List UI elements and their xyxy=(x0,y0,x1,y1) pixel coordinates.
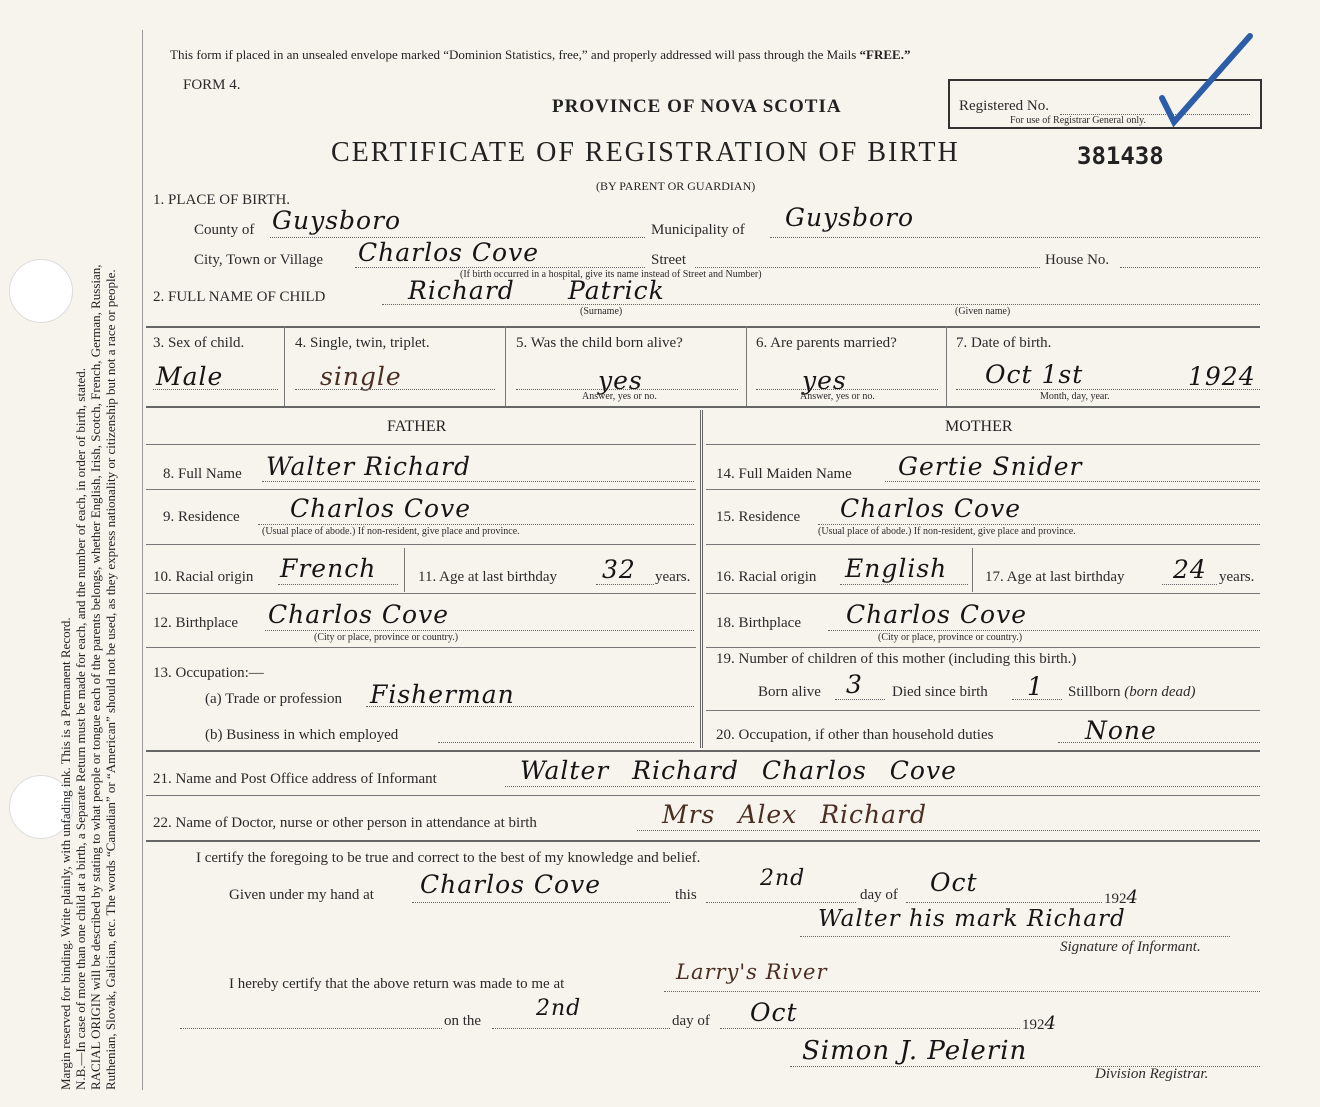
father-residence-value: Charlos Cove xyxy=(290,494,472,523)
given-day-value: 2nd xyxy=(760,866,806,891)
attendant-label: 22. Name of Doctor, nurse or other person in attendance at birth xyxy=(153,815,537,831)
parents-divider xyxy=(700,410,703,748)
city-label: City, Town or Village xyxy=(194,252,324,268)
dob-year-value: 1924 xyxy=(1188,362,1256,391)
form-number: FORM 4. xyxy=(183,77,241,93)
margin-note-multiple-births: N.B.—In case of more than one child at a birth, a Separate Return must be made for each, and the number of each, in order of birth, stated. xyxy=(73,368,88,1090)
father-years-label: years. xyxy=(655,569,691,585)
father-residence-line xyxy=(258,524,694,525)
hospital-note: (If birth occurred in a hospital, give its name instead of Street and Number) xyxy=(460,269,762,280)
father-rule-4 xyxy=(146,647,696,648)
child-given-name-value: Patrick xyxy=(568,276,665,305)
day-of-label: day of xyxy=(860,887,898,903)
father-racial-value: French xyxy=(280,554,377,583)
born-alive-note: Answer, yes or no. xyxy=(582,391,657,402)
certificate-subtitle: (BY PARENT OR GUARDIAN) xyxy=(596,179,756,193)
section-line-2 xyxy=(146,406,1260,408)
county-label: County of xyxy=(194,222,255,238)
margin-note-racial-origin: RACIAL ORIGIN will be described by stating to what people or tongue each of the parents belongs, whether English, Irish, Scotch, French, German, Russian, xyxy=(88,264,103,1090)
street-line xyxy=(695,267,1040,268)
father-name-label: 8. Full Name xyxy=(163,466,242,482)
mother-rule-1 xyxy=(706,489,1260,490)
given-name-caption: (Given name) xyxy=(955,306,1011,317)
sex-line xyxy=(153,389,278,390)
mother-racial-value: English xyxy=(845,554,948,583)
father-name-value: Walter Richard xyxy=(266,452,471,481)
father-rule-3 xyxy=(146,593,696,594)
mail-free-text: “FREE.” xyxy=(859,47,911,62)
mother-name-value: Gertie Snider xyxy=(898,452,1083,481)
mail-notice xyxy=(170,47,910,63)
return-day-of-label: day of xyxy=(672,1013,710,1029)
father-birthplace-value: Charlos Cove xyxy=(268,600,450,629)
mother-rule-3 xyxy=(706,593,1260,594)
given-year-label xyxy=(1104,887,1139,908)
informant-label: 21. Name and Post Office address of Informant xyxy=(153,771,437,787)
given-year-prefix: 192 xyxy=(1104,891,1127,907)
mother-racial-divider xyxy=(972,548,973,592)
street-label: Street xyxy=(651,252,686,268)
father-racial-line xyxy=(278,584,398,585)
registrar-use-note: For use of Registrar General only. xyxy=(1010,115,1146,126)
municipality-label: Municipality of xyxy=(651,222,745,238)
father-rule-2 xyxy=(146,544,696,545)
binding-margin-line xyxy=(142,30,143,1090)
born-alive-count-value: 3 xyxy=(846,670,863,699)
mother-heading: MOTHER xyxy=(945,418,1013,435)
married-label: 6. Are parents married? xyxy=(756,335,897,351)
given-year-digit: 4 xyxy=(1126,887,1139,908)
born-alive-value: yes xyxy=(598,366,643,395)
house-no-label: House No. xyxy=(1045,252,1110,268)
plurality-line xyxy=(295,389,495,390)
return-year-label xyxy=(1022,1013,1057,1034)
mother-place-note: (City or place, province or country.) xyxy=(878,632,1023,643)
mother-residence-label: 15. Residence xyxy=(716,509,801,525)
dob-line xyxy=(956,389,1260,390)
county-value: Guysboro xyxy=(272,206,402,235)
registrar-signature-value: Simon J. Pelerin xyxy=(802,1036,1028,1066)
section-line-3 xyxy=(146,750,1260,752)
married-note: Answer, yes or no. xyxy=(800,391,875,402)
mail-notice-text: This form if placed in an unsealed envelope marked “Dominion Statistics, free,” and properly addressed will pass through the Mails xyxy=(170,47,857,62)
check-mark-icon xyxy=(1150,30,1260,130)
margin-notes xyxy=(58,264,118,1090)
father-birthplace-label: 12. Birthplace xyxy=(153,615,238,631)
father-age-label: 11. Age at last birthday xyxy=(418,569,557,585)
registered-no-label: Registered No. xyxy=(959,98,1049,114)
attendant-value: Mrs Alex Richard xyxy=(662,800,927,829)
city-value: Charlos Cove xyxy=(358,238,540,267)
section-line-4 xyxy=(146,795,1260,796)
place-of-birth-label: 1. PLACE OF BIRTH. xyxy=(153,192,291,208)
father-heading: FATHER xyxy=(387,418,447,435)
given-day-line xyxy=(706,902,856,903)
province-heading: PROVINCE OF NOVA SCOTIA xyxy=(552,96,842,117)
mother-birthplace-value: Charlos Cove xyxy=(846,600,1028,629)
dob-month-day-value: Oct 1st xyxy=(985,360,1084,389)
municipality-line xyxy=(770,237,1260,238)
mother-age-value: 24 xyxy=(1173,555,1207,584)
city-line xyxy=(355,267,645,268)
house-no-line xyxy=(1120,267,1260,268)
mother-name-line xyxy=(885,481,1260,482)
attendant-line xyxy=(637,830,1260,831)
return-day-value: 2nd xyxy=(536,996,582,1021)
given-under-label: Given under my hand at xyxy=(229,887,374,903)
mother-residence-line xyxy=(818,524,1260,525)
stillborn-note: (born dead) xyxy=(1124,684,1196,700)
return-place-value: Larry's River xyxy=(676,960,828,984)
father-occupation-label: 13. Occupation:— xyxy=(153,665,264,681)
plurality-label: 4. Single, twin, triplet. xyxy=(295,335,430,351)
certificate-title: CERTIFICATE OF REGISTRATION OF BIRTH xyxy=(331,137,960,168)
surname-caption: (Surname) xyxy=(580,306,623,317)
municipality-value: Guysboro xyxy=(785,203,915,232)
return-month-line xyxy=(720,1028,1020,1029)
divider-5-6 xyxy=(746,326,747,406)
mother-birthplace-line xyxy=(828,630,1260,631)
certification-statement: I certify the foregoing to be true and correct to the best of my knowledge and belief. xyxy=(196,850,701,866)
this-label: this xyxy=(675,887,697,903)
section-line-1 xyxy=(146,326,1260,328)
born-alive-count-line xyxy=(835,699,885,700)
mother-rule-5 xyxy=(706,710,1260,711)
informant-signature-line xyxy=(800,936,1230,937)
given-month-value: Oct xyxy=(930,868,978,897)
mother-name-label: 14. Full Maiden Name xyxy=(716,466,852,482)
born-alive-count-label: Born alive xyxy=(758,684,821,700)
signature-of-informant-label: Signature of Informant. xyxy=(1060,939,1201,955)
born-alive-line xyxy=(516,389,738,390)
informant-line xyxy=(505,786,1260,787)
father-birthplace-line xyxy=(265,630,694,631)
mother-rule-2 xyxy=(706,544,1260,545)
return-month-value: Oct xyxy=(750,998,798,1027)
dob-label: 7. Date of birth. xyxy=(956,335,1052,351)
mother-birthplace-label: 18. Birthplace xyxy=(716,615,801,631)
divider-3-4 xyxy=(284,326,285,406)
born-alive-label: 5. Was the child born alive? xyxy=(516,335,683,351)
mother-abode-note: (Usual place of abode.) If non-resident, give place and province. xyxy=(818,526,1076,537)
mother-age-label: 17. Age at last birthday xyxy=(985,569,1125,585)
father-rule-1 xyxy=(146,489,696,490)
father-business-label: (b) Business in which employed xyxy=(205,727,399,743)
died-count-label: Died since birth xyxy=(892,684,988,700)
father-place-note: (City or place, province or country.) xyxy=(314,632,459,643)
father-abode-note: (Usual place of abode.) If non-resident, give place and province. xyxy=(262,526,520,537)
given-place-value: Charlos Cove xyxy=(420,870,602,899)
father-trade-value: Fisherman xyxy=(370,680,515,709)
given-month-line xyxy=(906,902,1102,903)
mother-rule-4 xyxy=(706,647,1260,648)
father-heading-rule xyxy=(146,444,696,445)
divider-4-5 xyxy=(505,326,506,406)
stamp-number: 381438 xyxy=(1077,142,1164,170)
return-place-line xyxy=(664,991,1260,992)
informant-signature-value: Walter his mark Richard xyxy=(818,906,1126,932)
mother-residence-value: Charlos Cove xyxy=(840,494,1022,523)
return-year-digit: 4 xyxy=(1044,1013,1057,1034)
given-place-line xyxy=(412,902,670,903)
mother-heading-rule xyxy=(706,444,1260,445)
child-surname-value: Richard xyxy=(408,276,515,305)
married-line xyxy=(756,389,938,390)
sex-label: 3. Sex of child. xyxy=(153,335,245,351)
mother-racial-line xyxy=(840,584,968,585)
margin-note-binding: Margin reserved for binding. Write plainly, with unfading ink. This is a Permanent Record. xyxy=(58,617,73,1090)
mother-racial-label: 16. Racial origin xyxy=(716,569,817,585)
plurality-value: single xyxy=(320,362,402,391)
father-racial-divider xyxy=(404,548,405,592)
return-pre-line xyxy=(180,1028,442,1029)
father-business-line xyxy=(438,742,694,743)
mother-occupation-label: 20. Occupation, if other than household duties xyxy=(716,727,994,743)
margin-note-racial-origin-cont: Ruthenian, Slovak, Galician, etc. The words “Canadian” or “American” should not be used, as they express nationality or citizenship but not a race or people. xyxy=(103,269,118,1090)
married-value: yes xyxy=(802,366,847,395)
mother-occupation-value: None xyxy=(1085,716,1157,745)
divider-6-7 xyxy=(946,326,947,406)
informant-value: Walter Richard Charlos Cove xyxy=(520,756,957,785)
mother-children-label: 19. Number of children of this mother (including this birth.) xyxy=(716,651,1077,667)
father-racial-label: 10. Racial origin xyxy=(153,569,254,585)
mother-years-label: years. xyxy=(1219,569,1255,585)
died-count-value: 1 xyxy=(1027,672,1044,701)
mother-age-line xyxy=(1162,584,1217,585)
return-day-line xyxy=(492,1028,670,1029)
father-residence-label: 9. Residence xyxy=(163,509,240,525)
father-age-line xyxy=(596,584,654,585)
return-label: I hereby certify that the above return was made to me at xyxy=(229,976,565,992)
on-the-label: on the xyxy=(444,1013,482,1029)
sex-value: Male xyxy=(156,362,224,391)
return-year-prefix: 192 xyxy=(1022,1017,1045,1033)
father-age-value: 32 xyxy=(602,555,636,584)
division-registrar-label: Division Registrar. xyxy=(1095,1066,1209,1082)
section-line-5 xyxy=(146,840,1260,842)
stillborn-label xyxy=(1068,684,1196,701)
father-name-line xyxy=(262,481,694,482)
dob-note: Month, day, year. xyxy=(1040,391,1110,402)
stillborn-text: Stillborn xyxy=(1068,684,1121,700)
child-name-label: 2. FULL NAME OF CHILD xyxy=(153,289,326,305)
father-trade-label: (a) Trade or profession xyxy=(205,691,343,707)
